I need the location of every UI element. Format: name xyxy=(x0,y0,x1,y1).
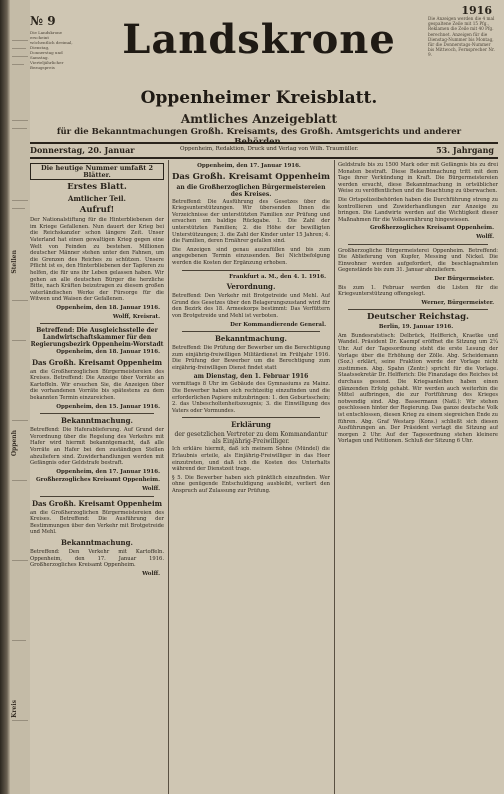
declaration-heading: Erklärung xyxy=(231,420,271,430)
announcement-heading-2: Bekanntmachung. xyxy=(61,537,133,547)
first-sheet-heading: Erstes Blatt. xyxy=(67,182,127,193)
newspaper-title: Landskrone xyxy=(122,16,396,63)
strip-label-a: Stellen xyxy=(11,250,18,274)
strip-label-c: Kreis xyxy=(11,700,18,718)
column-1 xyxy=(30,162,164,794)
issue-number: № 9 xyxy=(30,14,56,28)
col3-text-4: Bis zum 1. Februar werden die Listen für die Kriegsunterstützung offengelegt. xyxy=(338,284,498,298)
appeal-date: Oppenheim, den 18. Januar 1916. xyxy=(56,304,160,311)
col3-signature-3: Werner, Bürgermeister. xyxy=(421,299,494,306)
issue-notice: Die heutige Nummer umfaßt 2 Blätter. xyxy=(30,163,164,180)
issue-date: Donnerstag, 20. Januar xyxy=(30,145,135,155)
advert-rates-info: Die Anzeigen werden die 4 mal gespaltene Zeile mit 15 Pfg., Reklamen die Zeile mit 40 Pfg. berechnet. Anzeigen für die Dienstag-Nummer bis Montag, für die Donnerstags-Nummer bis Mittwoch, Fernsprecher Nr. 9. xyxy=(428,16,495,58)
ordinance-text: Betreffend: Den Verkehr mit Brotgetreide und Mehl. Auf Grund des Gesetzes über den Belagerungszustand wird für den Bezirk des 18. Armeekorps bestimmt: Das Verfüttern von Brotgetreide und Mehl ist verboten. xyxy=(172,293,330,319)
top-rule xyxy=(30,142,498,144)
col2-text-2: Die Anzeigen sind genau auszufüllen und bis zum angegebenen Termin einzusenden. Bei Nichtbefolgung werden die Kosten der Ergänzung erhoben. xyxy=(172,246,330,266)
separator xyxy=(182,331,320,332)
col3-text-top: Geldstrafe bis zu 1500 Mark oder mit Gefängnis bis zu drei Monaten bestraft. Diese Bekanntmachung tritt mit dem Tage ihrer Verkündung in Kraft. Die Bürgermeistereien werden ersucht, diese Bekanntmachung in ortsüblicher Weise zu veröffentlichen und die Beachtung zu überwachen. xyxy=(338,162,498,195)
district-office-heading-1: Das Großh. Kreisamt Oppenheim xyxy=(31,357,163,367)
col2-announcement-heading: Bekanntmachung. xyxy=(215,334,287,344)
official-section-heading: Amtlicher Teil. xyxy=(68,194,126,204)
separator xyxy=(348,309,488,310)
exam-date: am Dienstag, den 1. Februar 1916 xyxy=(193,373,309,381)
col3-signature-1: Großherzogliches Kreisamt Oppenheim. xyxy=(369,225,494,232)
announcement-text-1: Betreffend: Die Haferablieferung. Auf Grund der Verordnung über die Regelung des Verkehrs mit Hafer wird hiermit bekanntgemacht, daß alle Vorräte an Hafer bei den zuständigen Stellen abzuliefern sind. Zuwiderhandlungen werden mit Gefängnis oder Geldstrafe bestraft. xyxy=(30,427,164,467)
publisher-line: Oppenheim, Redaktion, Druck und Verlag von Wilh. Traumüller. xyxy=(180,146,359,152)
reichstag-text: Am Bundesratstisch: Delbrück, Helfferich, Kraetke und Wandel. Präsident Dr. Kaempf eröffnet die Sitzung um 2¼ Uhr. Auf der Tagesordnung steht die erste Lesung der Vorlage über die Erhöhung der Zölle. Abg. Scheidemann (Soz.) erklärt, seine Fraktion werde der Vorlage nicht zustimmen. Abg. Spahn (Zentr.) spricht für die Vorlage. Staatssekretär Dr. Helfferich: Die Finanzlage des Reiches ist durchaus gesund. Die Kriegsanleihen haben einen glänzenden Erfolg gehabt. Wir werden auch weiterhin die Mittel aufbringen, die zur Fortführung des Krieges notwendig sind. Abg. Bassermann (Natl.): Wir stehen geschlossen hinter der Regierung. Das ganze deutsche Volk ist entschlossen, diesen Krieg zu einem siegreichen Ende zu führen. Abg. Graf Westarp (Kons.) schließt sich diesen Ausführungen an. Der Präsident vertagt die Sitzung auf morgen 2 Uhr. Auf der Tagesordnung stehen kleinere Vorlagen und Petitionen. Schluß der Sitzung 6 Uhr. xyxy=(338,332,498,445)
col2-text-4: Betreffend: Die Prüfung der Bewerber um die Berechtigung zum einjährig-freiwilligen Militärdienst im Frühjahr 1916. Die Prüfung der Bewerber um die Berechtigung zum einjährig-freiwilligen Dienst findet statt xyxy=(172,345,330,371)
col2-date-2: Frankfurt a. M., den 4. 1. 1916. xyxy=(229,273,326,280)
separator xyxy=(40,323,154,324)
announcement-text-2: Betreffend: Den Verkehr mit Kartoffeln. Oppenheim, den 17. Januar 1916. Großherzogliches Kreisamt Oppenheim. xyxy=(30,548,164,569)
col2-district-office-heading: Das Großh. Kreisamt Oppenheim xyxy=(172,171,330,182)
issue-year: 1916 xyxy=(461,4,492,17)
separator xyxy=(348,244,488,245)
col2-text-7: § 5. Die Bewerber haben sich pünktlich einzufinden. Wer ohne genügende Entschuldigung ausbleibt, verliert den Anspruch auf Zulassung zur Prüfung. xyxy=(172,474,330,494)
book-binding xyxy=(0,0,10,794)
separator xyxy=(182,417,320,418)
declaration-sub: der gesetzlichen Vertreter zu dem Kommandantur als Einjährig-Freiwilliger. xyxy=(174,431,328,446)
notice-signer-4: Wolff. xyxy=(142,486,160,492)
separator xyxy=(40,413,154,414)
appeal-text: Der Nationalstiftung für die Hinterbliebenen der im Kriege Gefallenen. Nun dauert der Krieg bei die Reichskanzler schon längere Zeit. Unser Vaterland hat einen gewaltigen Krieg gegen eine Welt von Feinden zu bestehen. Millionen deutscher Männer stehen unter den Fahnen, um die Grenzen des Reiches zu schützen. Unsere Pflicht ist es, den Hinterbliebenen der Tapferen zu helfen, die für uns ihr Leben gelassen haben. Wir gehen an alle deutschen Bürger die herzliche Bitte, nach Kräften beizutragen zu diesem großen vaterländischen Werke der Fürsorge für die Witwen und Waisen der Gefallenen. xyxy=(30,217,164,303)
col3-text-2: Die Ortspolizeibehörden haben die Durchführung streng zu kontrollieren und Zuwiderhandlungen zur Anzeige zu bringen. Die Landwirte werden auf die Wichtigkeit dieser Maßnahmen für die Volksernährung hingewiesen. xyxy=(338,196,498,223)
ordinance-heading: Verordnung. xyxy=(226,282,276,292)
official-gazette-label: Amtliches Anzeigeblatt xyxy=(180,112,338,126)
appeal-heading: Aufruf! xyxy=(79,205,115,216)
bottom-rule xyxy=(30,157,498,159)
district-office-heading-2: Das Großh. Kreisamt Oppenheim xyxy=(31,498,163,508)
previous-page-strip xyxy=(10,0,30,794)
separator xyxy=(182,270,320,271)
col2-text-6: Ich erkläre hiermit, daß ich meinem Sohne (Mündel) die Erlaubnis erteile, als Einjährig-Freiwilliger in das Heer einzutreten, und daß ich die Kosten des Unterhalts während der Dienstzeit trage. xyxy=(172,446,330,473)
col3-signer-1: Wolff. xyxy=(476,233,494,240)
column-3 xyxy=(338,162,498,794)
official-gazette-sub: für die Bekanntmachungen Großh. Kreisamts, des Großh. Amtsgerichts und anderer xyxy=(56,127,462,137)
announcement-heading-1: Bekanntmachung. xyxy=(61,416,133,426)
col3-signature-2: Der Bürgermeister. xyxy=(434,275,494,282)
notice-signer-5: Wolff. xyxy=(142,570,160,577)
district-office-text-2: an die Großherzoglichen Bürgermeistereien des Kreises. Betreffend: Die Ausführung der Bestimmungen über den Verkehr mit Brotgetreide und Mehl. xyxy=(30,509,164,536)
notice-date-3: Oppenheim, den 15. Januar 1916. xyxy=(56,403,160,410)
strip-label-b: Oppenh xyxy=(11,430,18,457)
notice-date-2: Oppenheim, den 18. Januar 1916. xyxy=(56,349,160,356)
reichstag-heading: Deutscher Reichstag. xyxy=(366,312,470,323)
column-2 xyxy=(172,162,330,794)
appeal-signature: Wolff, Kreisrat. xyxy=(112,313,160,320)
col2-district-office-sub: an die Großherzoglichen Bürgermeistereien des Kreises. xyxy=(176,183,326,198)
volume-label: 53. Jahrgang xyxy=(436,145,494,155)
column-divider-2 xyxy=(334,160,335,794)
col3-text-3: Großherzogliche Bürgermeisterei Oppenheim. Betreffend: Die Ablieferung von Kupfer, Messing und Nickel. Die Einwohner werden aufgefordert, die beschlagnahmten Gegenstände bis zum 31. Januar abzuliefern. xyxy=(338,247,498,274)
col2-text-1: Betreffend: Die Ausführung des Gesetzes über die Kriegsunterstützungen. Wir übersenden Ihnen die Verzeichnisse der unterstützten Familien zur Prüfung und ersuchen um baldige Rückgabe. 1. Die Zahl der unterstützten Familien; 2. die Höhe der bewilligten Unterstützungen; 3. die Zahl der Kinder unter 15 Jahren; 4. die Familien, deren Ernährer gefallen sind. xyxy=(172,198,330,245)
col2-date-top: Oppenheim, den 17. Januar 1916. xyxy=(197,163,301,169)
district-office-text-1: an die Großherzoglichen Bürgermeistereien des Kreises. Betreffend: Die Anzeige über Vorräte an Kartoffeln. Wir ersuchen Sie, die Anzeigen über die vorhandenen Vorräte bis spätestens zu dem bekannten Termin einzureichen. xyxy=(30,368,164,402)
notice-date-4: Oppenheim, den 17. Januar 1916. xyxy=(56,468,160,475)
notice-signature-4: Großherzogliches Kreisamt Oppenheim. xyxy=(35,477,160,484)
separator xyxy=(40,496,154,497)
ordinance-signature: Der Kommandierende General. xyxy=(230,321,326,328)
subscription-info: Die Landskrone erscheint wöchentlich dreimal, Dienstag, Donnerstag und Samstag. Vierteljährlicher Bezugspreis xyxy=(30,30,73,70)
column-divider-1 xyxy=(168,160,169,794)
reichstag-date: Berlin, 19. Januar 1916. xyxy=(378,324,454,331)
front-page xyxy=(30,0,498,794)
newspaper-subtitle: Oppenheimer Kreisblatt. xyxy=(140,88,378,108)
notice-heading-2: Betreffend: Die Ausgleichsstelle der Landwirtschaftskammer für den Regierungsbezirk Oppenheim-Worstadt xyxy=(30,327,164,349)
col2-text-5: vormittags 8 Uhr im Gebäude des Gymnasiums zu Mainz. Die Bewerber haben sich rechtzeitig einzufinden und die erforderlichen Papiere mitzubringen: 1. den Geburtsschein; 2. das Unbescholtenheitszeugnis; 3. die Einwilligung des Vaters oder Vormundes. xyxy=(172,381,330,414)
